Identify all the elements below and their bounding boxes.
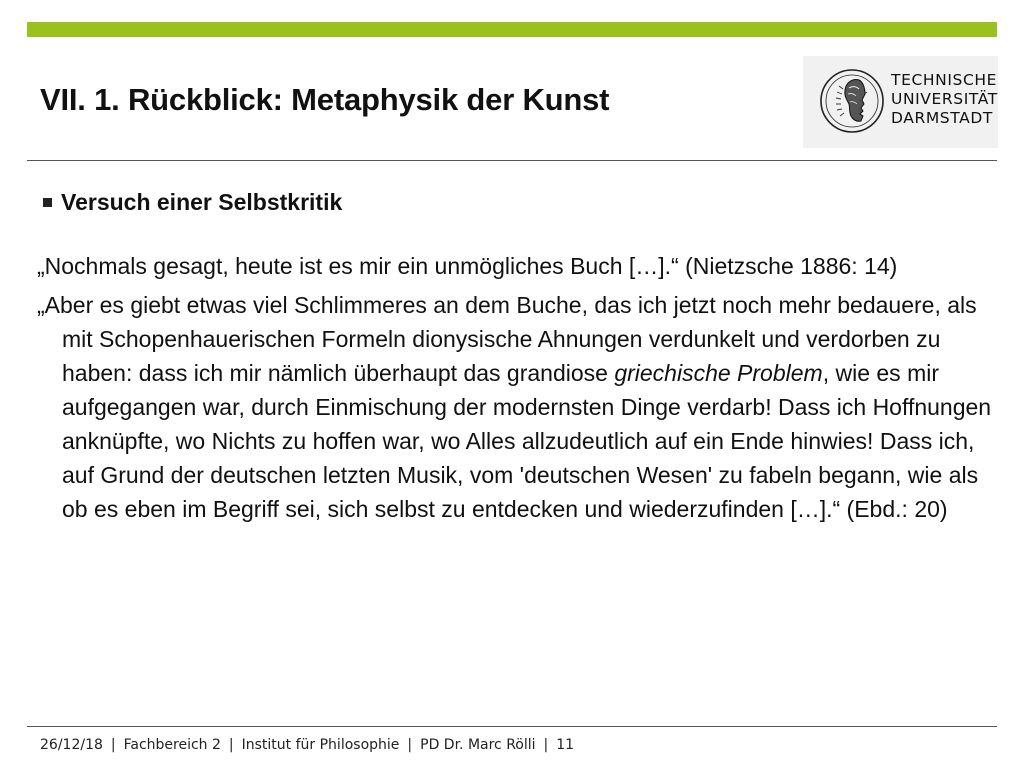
footer-separator: |: [228, 737, 234, 753]
slide-title: VII. 1. Rückblick: Metaphysik der Kunst: [40, 82, 610, 117]
footer-separator: |: [543, 737, 549, 753]
quote-paragraph-long: [37, 288, 992, 526]
footer-date: 26/12/18: [40, 737, 103, 753]
university-name: [891, 71, 998, 128]
bullet-square-icon: [43, 198, 52, 207]
quote-emphasis: griechische Problem: [614, 360, 823, 386]
footer-divider: [27, 726, 997, 727]
header-divider: [27, 160, 997, 161]
footer: [40, 737, 574, 753]
footer-separator: |: [407, 737, 413, 753]
footer-author: PD Dr. Marc Rölli: [420, 737, 536, 753]
section-heading-text: Versuch einer Selbstkritik: [61, 189, 343, 215]
university-name-line1: TECHNISCHE: [891, 71, 998, 89]
quote-text-part: , wie es mir aufgegangen war, durch Einmischung der modernsten Dinge verdarb! Dass ich Hoffnungen anknüpfte, wo Nichts zu hoffen war, wo Alles allzudeutlich auf ein Ende hinwies! Dass ich, auf Grund der deutschen letzten Musik, vom 'deutschen Wesen' zu fabeln begann, wie als ob es eben im Begriff sei, sich selbst zu entdecken und wiederzufinden […].“ (Ebd.: 20): [62, 360, 992, 522]
university-name-line2: UNIVERSITÄT: [891, 90, 998, 108]
top-accent-bar: [27, 22, 997, 37]
slide-content: [37, 183, 992, 526]
quote-text-part: „Aber es giebt etwas viel Schlimmeres an dem Buche, das ich jetzt noch mehr bedauere, als mit Schopenhauerischen Formeln dionysische Ahnungen verdunkelt und verdorben zu haben: dass ich mir nämlich überhaupt das grandiose: [37, 292, 977, 386]
athena-seal-icon: [819, 66, 885, 136]
section-heading: [43, 183, 992, 221]
footer-separator: |: [110, 737, 116, 753]
university-logo: [803, 56, 998, 148]
footer-institute: Institut für Philosophie: [241, 737, 400, 753]
quote-paragraph: „Nochmals gesagt, heute ist es mir ein unmögliches Buch […].“ (Nietzsche 1886: 14): [37, 253, 898, 279]
footer-page-number: 11: [556, 737, 575, 753]
university-name-line3: DARMSTADT: [891, 109, 993, 127]
footer-department: Fachbereich 2: [123, 737, 221, 753]
